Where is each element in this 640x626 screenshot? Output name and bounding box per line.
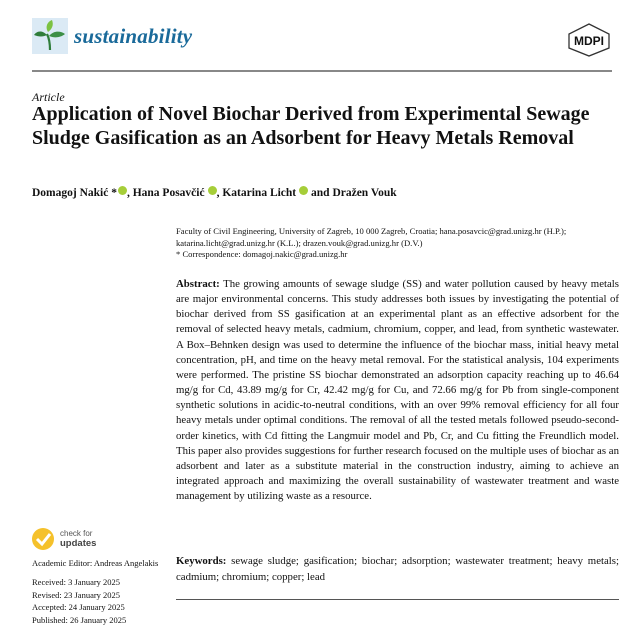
mdpi-logo-text: MDPI [574,34,604,48]
corresponding-mark: * [108,187,117,199]
affiliation: Faculty of Civil Engineering, University of Zagreb, 10 000 Zagreb, Croatia; hana.posavcic@grad.unizg.hr (H.P.); katarina.licht@grad.unizg.hr (K.L.); drazen.vouk@grad.unizg.hr (D.V.) [176,226,567,248]
author-separator: , [126,187,133,199]
journal-header [32,18,612,72]
author-separator: , [216,187,223,199]
author-separator: and [308,187,333,199]
orcid-icon[interactable] [118,186,127,195]
check-for-updates-button[interactable] [32,528,142,552]
header-divider [32,70,612,72]
keywords [176,554,619,585]
keywords-label: Keywords: [176,555,227,567]
author-name[interactable]: Dražen Vouk [332,187,397,199]
correspondence: * Correspondence: domagoj.nakic@grad.unizg.hr [176,249,348,259]
orcid-icon[interactable] [299,186,308,195]
abstract-text: The growing amounts of sewage sludge (SS) and water pollution caused by heavy metals are major environmental concerns. This study addresses both issues by investigating the potential of biochar derived from SS gasification at an experimental plant as an effective adsorbent for the removal of selected heavy metals, cadmium, chromium, copper, and lead, from synthetic wastewater. A Box–Behnken design was used to determine the influence of the biochar mass, initial heavy metal concentration, pH, and time on the heavy metal removal. For the statistical analysis, 104 experiments were performed. The pristine SS biochar demonstrated an adsorption capacity reaching up to 46.64 mg/g for Cd, 43.89 mg/g for Cr, 42.42 mg/g for Cu, and 72.66 mg/g for Pb from single-component synthetic solutions in acidic-to-neutral conditions, with an over 99% removal efficiency for all four heavy metals under optimal conditions. The removal of all the tested metals followed pseudo-second-order kinetics, with Cd fitting the Langmuir model and Pb, Cr, and Cu fitting the Freundlich model. This paper also provides suggestions for further research focused on the multiple uses of biochar as an adsorbent and later as a substitute material in the construction industry, aiming to achieve an integrated approach and maximizing the overall sustainability of wastewater treatment and waste management by utilizing waste as a resource. [176,278,619,503]
revised-date: Revised: 23 January 2025 [32,589,121,600]
mdpi-logo[interactable] [566,22,612,58]
author-name[interactable]: Katarina Licht [222,187,297,199]
publication-dates [32,576,126,626]
updates-text: updates [60,538,97,549]
academic-editor: Academic Editor: Andreas Angelakis [32,558,159,568]
author-list [32,186,397,199]
author-name[interactable]: Domagoj Nakić [32,187,109,199]
orcid-icon[interactable] [208,186,217,195]
checkmark-icon [32,528,54,550]
journal-name[interactable]: sustainability [74,24,193,48]
sprout-leaf-icon [32,18,68,54]
abstract-label: Abstract: [176,278,220,290]
keywords-text: sewage sludge; gasification; biochar; adsorption; wastewater treatment; heavy metals; cadmium; chromium; copper; lead [176,555,619,583]
section-divider [176,599,619,600]
abstract [176,277,619,504]
check-for-text: check for [60,529,93,538]
article-type: Article [32,90,65,104]
published-date: Published: 26 January 2025 [32,614,127,625]
paper-title: Application of Novel Biochar Derived from Experimental Sewage Sludge Gasification as an Adsorbent for Heavy Metals Removal [32,103,590,149]
received-date: Received: 3 January 2025 [32,577,121,587]
accepted-date: Accepted: 24 January 2025 [32,602,125,612]
author-name[interactable]: Hana Posavčić [132,187,205,199]
